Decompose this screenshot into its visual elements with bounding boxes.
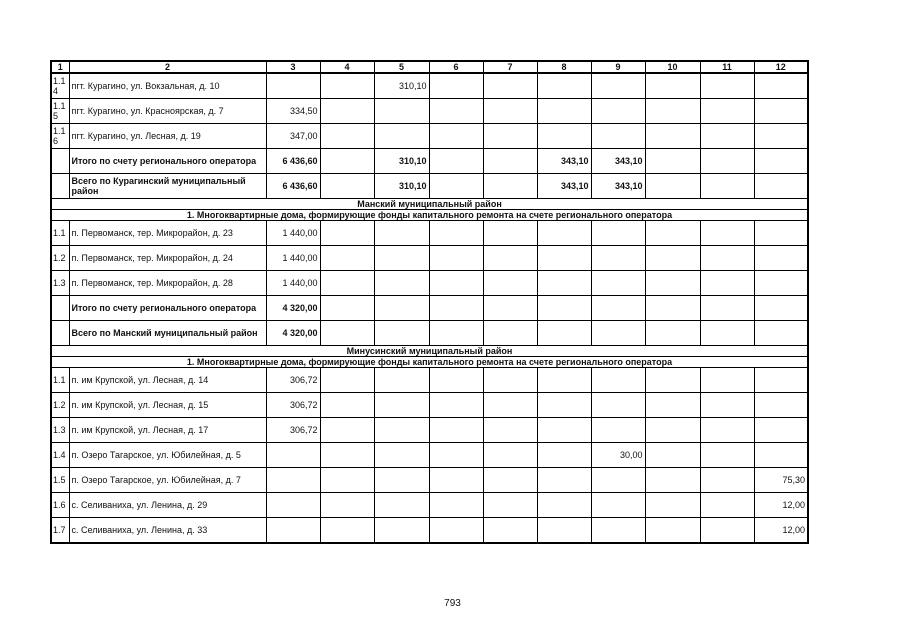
value-cell	[754, 174, 808, 199]
address-cell: пгт. Курагино, ул. Красноярская, д. 7	[69, 99, 266, 124]
value-cell	[700, 99, 754, 124]
value-cell	[754, 246, 808, 271]
address-cell: п. Первоманск, тер. Микрорайон, д. 23	[69, 221, 266, 246]
address-cell: Итого по счету регионального оператора	[69, 296, 266, 321]
value-cell	[429, 493, 483, 518]
value-cell	[754, 368, 808, 393]
address-cell: с. Селиваниха, ул. Ленина, д. 29	[69, 493, 266, 518]
row-index-cell: 1.1	[51, 221, 69, 246]
column-header: 6	[429, 61, 483, 73]
value-cell	[483, 443, 537, 468]
value-cell: 4 320,00	[266, 296, 320, 321]
table-row	[51, 443, 808, 468]
value-cell	[591, 368, 645, 393]
value-cell	[537, 99, 591, 124]
value-cell	[754, 221, 808, 246]
value-cell: 30,00	[591, 443, 645, 468]
value-cell	[591, 418, 645, 443]
address-cell: пгт. Курагино, ул. Лесная, д. 19	[69, 124, 266, 149]
value-cell: 343,10	[537, 149, 591, 174]
value-cell: 1 440,00	[266, 221, 320, 246]
total-row	[51, 174, 808, 199]
value-cell	[645, 468, 700, 493]
value-cell	[429, 418, 483, 443]
value-cell	[537, 271, 591, 296]
value-cell	[320, 518, 374, 544]
data-table	[50, 60, 809, 544]
value-cell	[754, 321, 808, 346]
column-header: 12	[754, 61, 808, 73]
value-cell	[483, 368, 537, 393]
value-cell	[320, 221, 374, 246]
value-cell	[537, 418, 591, 443]
table-row	[51, 493, 808, 518]
value-cell: 4 320,00	[266, 321, 320, 346]
value-cell	[374, 271, 429, 296]
table-row	[51, 99, 808, 124]
value-cell	[591, 493, 645, 518]
value-cell	[700, 73, 754, 99]
value-cell: 1 440,00	[266, 246, 320, 271]
value-cell	[429, 124, 483, 149]
value-cell	[645, 271, 700, 296]
address-cell: п. Озеро Тагарское, ул. Юбилейная, д. 7	[69, 468, 266, 493]
value-cell	[645, 73, 700, 99]
row-index-cell: 1.1 5	[51, 99, 69, 124]
address-cell: п. Озеро Тагарское, ул. Юбилейная, д. 5	[69, 443, 266, 468]
value-cell	[374, 99, 429, 124]
address-cell: п. Первоманск, тер. Микрорайон, д. 24	[69, 246, 266, 271]
value-cell	[429, 174, 483, 199]
value-cell	[700, 296, 754, 321]
value-cell	[645, 99, 700, 124]
address-cell: п. им Крупской, ул. Лесная, д. 14	[69, 368, 266, 393]
value-cell	[320, 418, 374, 443]
value-cell	[320, 99, 374, 124]
total-row	[51, 321, 808, 346]
address-cell: Всего по Манский муниципальный район	[69, 321, 266, 346]
section-heading: Манский муниципальный район	[51, 199, 808, 210]
value-cell: 343,10	[591, 174, 645, 199]
table-body	[51, 61, 808, 543]
value-cell	[591, 124, 645, 149]
value-cell	[645, 296, 700, 321]
table-row	[51, 468, 808, 493]
value-cell	[591, 321, 645, 346]
value-cell	[429, 368, 483, 393]
table-row	[51, 518, 808, 544]
value-cell	[537, 296, 591, 321]
row-index-cell: 1.6	[51, 493, 69, 518]
column-header: 3	[266, 61, 320, 73]
column-header: 5	[374, 61, 429, 73]
address-cell: пгт. Курагино, ул. Вокзальная, д. 10	[69, 73, 266, 99]
value-cell	[645, 246, 700, 271]
value-cell	[700, 518, 754, 544]
value-cell	[266, 73, 320, 99]
value-cell	[374, 418, 429, 443]
value-cell	[483, 418, 537, 443]
value-cell	[374, 493, 429, 518]
row-index-cell	[51, 149, 69, 174]
row-index-cell: 1.7	[51, 518, 69, 544]
value-cell	[754, 443, 808, 468]
value-cell: 310,10	[374, 73, 429, 99]
value-cell	[483, 99, 537, 124]
value-cell	[429, 393, 483, 418]
value-cell	[374, 124, 429, 149]
value-cell	[591, 393, 645, 418]
value-cell	[483, 221, 537, 246]
value-cell	[374, 443, 429, 468]
total-row	[51, 149, 808, 174]
value-cell	[700, 246, 754, 271]
table-row	[51, 246, 808, 271]
page-number: 793	[444, 598, 461, 609]
column-header: 7	[483, 61, 537, 73]
value-cell	[591, 246, 645, 271]
value-cell	[537, 368, 591, 393]
value-cell	[645, 174, 700, 199]
value-cell	[645, 493, 700, 518]
value-cell	[374, 393, 429, 418]
table-row	[51, 124, 808, 149]
value-cell: 334,50	[266, 99, 320, 124]
value-cell: 306,72	[266, 368, 320, 393]
value-cell	[374, 221, 429, 246]
row-index-cell: 1.5	[51, 468, 69, 493]
value-cell	[483, 393, 537, 418]
address-cell: п. Первоманск, тер. Микрорайон, д. 28	[69, 271, 266, 296]
value-cell	[320, 271, 374, 296]
value-cell	[700, 468, 754, 493]
value-cell	[374, 321, 429, 346]
value-cell	[320, 73, 374, 99]
table-row	[51, 221, 808, 246]
value-cell	[266, 493, 320, 518]
value-cell	[429, 468, 483, 493]
value-cell	[591, 99, 645, 124]
value-cell	[266, 468, 320, 493]
address-cell: п. им Крупской, ул. Лесная, д. 15	[69, 393, 266, 418]
value-cell	[374, 368, 429, 393]
value-cell	[645, 149, 700, 174]
column-header: 4	[320, 61, 374, 73]
value-cell	[645, 518, 700, 544]
value-cell	[483, 296, 537, 321]
value-cell	[483, 149, 537, 174]
value-cell	[429, 518, 483, 544]
address-cell: с. Селиваниха, ул. Ленина, д. 33	[69, 518, 266, 544]
value-cell	[429, 246, 483, 271]
value-cell	[591, 221, 645, 246]
table-row	[51, 418, 808, 443]
value-cell	[645, 443, 700, 468]
row-index-cell: 1.3	[51, 271, 69, 296]
value-cell	[483, 493, 537, 518]
value-cell: 347,00	[266, 124, 320, 149]
value-cell	[754, 73, 808, 99]
value-cell	[537, 124, 591, 149]
section-heading: 1. Многоквартирные дома, формирующие фонды капитального ремонта на счете регионального оператора	[51, 210, 808, 221]
value-cell	[429, 149, 483, 174]
value-cell	[645, 368, 700, 393]
row-index-cell: 1.1 6	[51, 124, 69, 149]
section-heading: Минусинский муниципальный район	[51, 346, 808, 357]
row-index-cell: 1.4	[51, 443, 69, 468]
value-cell	[320, 443, 374, 468]
value-cell	[429, 296, 483, 321]
value-cell	[320, 124, 374, 149]
value-cell	[483, 321, 537, 346]
row-index-cell	[51, 296, 69, 321]
value-cell	[591, 73, 645, 99]
value-cell	[320, 174, 374, 199]
value-cell: 6 436,60	[266, 174, 320, 199]
value-cell: 306,72	[266, 393, 320, 418]
column-header: 8	[537, 61, 591, 73]
value-cell	[700, 418, 754, 443]
value-cell	[645, 393, 700, 418]
value-cell	[320, 149, 374, 174]
value-cell: 343,10	[537, 174, 591, 199]
address-cell: Итого по счету регионального оператора	[69, 149, 266, 174]
row-index-cell: 1.3	[51, 418, 69, 443]
value-cell	[700, 271, 754, 296]
value-cell	[645, 321, 700, 346]
value-cell	[754, 149, 808, 174]
value-cell	[320, 321, 374, 346]
value-cell	[754, 99, 808, 124]
value-cell	[591, 468, 645, 493]
value-cell: 306,72	[266, 418, 320, 443]
value-cell	[700, 174, 754, 199]
value-cell	[374, 518, 429, 544]
header-row	[51, 61, 808, 73]
column-header: 2	[69, 61, 266, 73]
value-cell	[700, 321, 754, 346]
section-header-row	[51, 346, 808, 357]
value-cell	[537, 246, 591, 271]
value-cell	[429, 443, 483, 468]
table-row	[51, 271, 808, 296]
value-cell: 6 436,60	[266, 149, 320, 174]
column-header: 9	[591, 61, 645, 73]
value-cell	[537, 221, 591, 246]
value-cell	[483, 246, 537, 271]
value-cell	[429, 271, 483, 296]
table-row	[51, 393, 808, 418]
value-cell	[645, 124, 700, 149]
table-row	[51, 368, 808, 393]
value-cell	[537, 321, 591, 346]
value-cell	[700, 493, 754, 518]
value-cell: 1 440,00	[266, 271, 320, 296]
value-cell	[429, 99, 483, 124]
value-cell	[645, 221, 700, 246]
value-cell	[754, 393, 808, 418]
value-cell	[754, 271, 808, 296]
section-header-row	[51, 199, 808, 210]
value-cell	[320, 493, 374, 518]
value-cell	[700, 221, 754, 246]
value-cell	[429, 221, 483, 246]
value-cell	[483, 518, 537, 544]
column-header: 10	[645, 61, 700, 73]
row-index-cell	[51, 321, 69, 346]
value-cell	[429, 73, 483, 99]
value-cell	[320, 368, 374, 393]
value-cell	[591, 271, 645, 296]
value-cell	[591, 296, 645, 321]
value-cell	[374, 296, 429, 321]
value-cell	[266, 443, 320, 468]
value-cell	[320, 246, 374, 271]
value-cell	[700, 149, 754, 174]
value-cell	[374, 246, 429, 271]
row-index-cell: 1.2	[51, 393, 69, 418]
value-cell	[483, 174, 537, 199]
value-cell	[537, 393, 591, 418]
value-cell	[320, 468, 374, 493]
value-cell: 310,10	[374, 149, 429, 174]
total-row	[51, 296, 808, 321]
section-header-row	[51, 357, 808, 368]
value-cell	[754, 124, 808, 149]
value-cell: 75,30	[754, 468, 808, 493]
value-cell	[754, 296, 808, 321]
value-cell: 343,10	[591, 149, 645, 174]
table-row	[51, 73, 808, 99]
row-index-cell	[51, 174, 69, 199]
value-cell	[483, 73, 537, 99]
value-cell	[645, 418, 700, 443]
value-cell	[537, 73, 591, 99]
address-cell: п. им Крупской, ул. Лесная, д. 17	[69, 418, 266, 443]
value-cell	[700, 124, 754, 149]
value-cell	[537, 468, 591, 493]
value-cell	[754, 418, 808, 443]
section-heading: 1. Многоквартирные дома, формирующие фонды капитального ремонта на счете регионального оператора	[51, 357, 808, 368]
value-cell: 12,00	[754, 518, 808, 544]
value-cell	[537, 443, 591, 468]
address-cell: Всего по Курагинский муниципальный район	[69, 174, 266, 199]
value-cell	[537, 493, 591, 518]
value-cell	[537, 518, 591, 544]
row-index-cell: 1.2	[51, 246, 69, 271]
value-cell	[591, 518, 645, 544]
row-index-cell: 1.1 4	[51, 73, 69, 99]
column-header: 1	[51, 61, 69, 73]
value-cell: 12,00	[754, 493, 808, 518]
value-cell	[483, 124, 537, 149]
value-cell	[266, 518, 320, 544]
value-cell	[429, 321, 483, 346]
column-header: 11	[700, 61, 754, 73]
value-cell	[483, 271, 537, 296]
value-cell: 310,10	[374, 174, 429, 199]
value-cell	[320, 296, 374, 321]
value-cell	[320, 393, 374, 418]
value-cell	[700, 393, 754, 418]
value-cell	[374, 468, 429, 493]
value-cell	[700, 368, 754, 393]
row-index-cell: 1.1	[51, 368, 69, 393]
value-cell	[483, 468, 537, 493]
value-cell	[700, 443, 754, 468]
section-header-row	[51, 210, 808, 221]
